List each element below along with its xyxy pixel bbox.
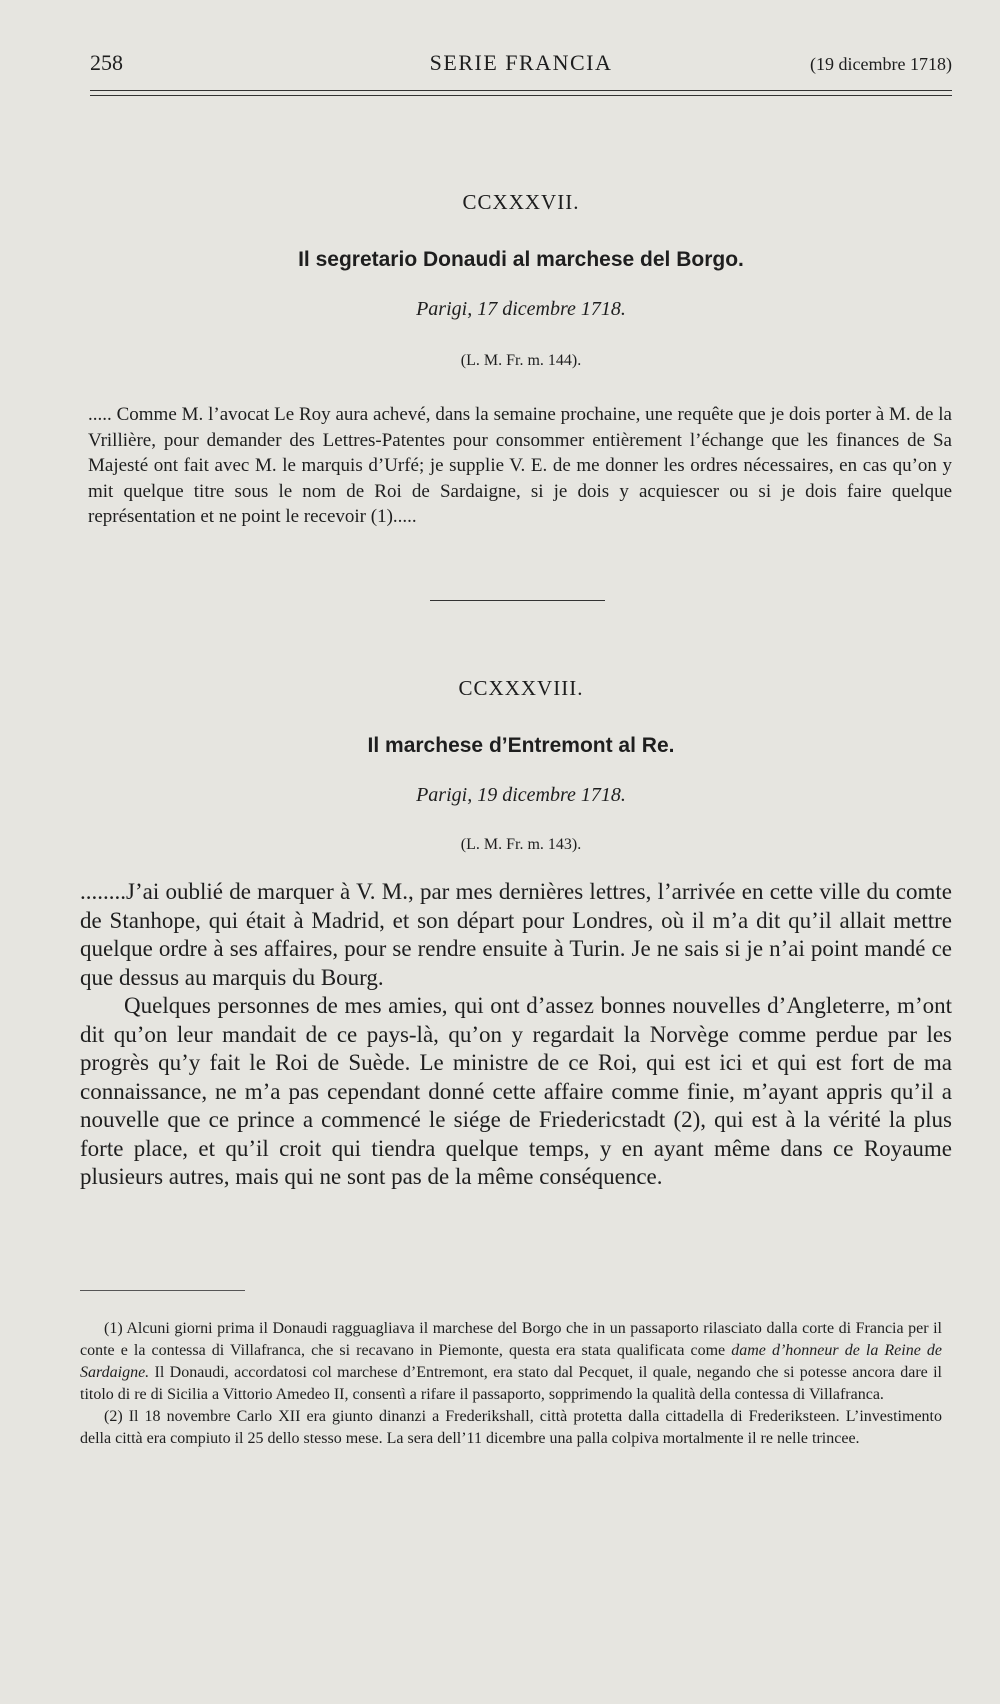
document-number: CCXXXVIII. (458, 676, 584, 700)
footnote-1: (1) Alcuni giorni prima il Donaudi ragguagliava il marchese del Borgo che in un passaporto rilasciato dalla corte di Francia per il conte e la contessa di Villafranca, che si recavano in Piemonte, questa era stata qualificata come dame d’honneur de la Reine de Sardaigne. Il Donaudi, accordatosi col marchese d’Entremont, era stato dal Pecquet, il quale, negando che si potesse ancora dare il titolo di re di Sicilia a Vittorio Amedeo II, consentì a rifare il passaporto, sopprimendo la qualità della contessa di Villafranca. (80, 1320, 942, 1403)
header-date: (19 dicembre 1718) (810, 54, 952, 74)
footnotes (80, 1318, 942, 1450)
document-place-date: Parigi, 17 dicembre 1718. (416, 298, 626, 320)
header-rule (90, 90, 952, 96)
footnote-2: (2) Il 18 novembre Carlo XII era giunto dinanzi a Frederikshall, città protetta dalla cittadella di Frederiksteen. L’investimento della città era compiuto il 25 dello stesso mese. La sera dell’11 dicembre una palla colpiva mortalmente il re nelle trincee. (80, 1408, 942, 1447)
running-head (90, 50, 952, 84)
paragraph: ........J’ai oublié de marquer à V. M., par mes dernières lettres, l’arrivée en cette ville du comte de Stanhope, qui était à Madrid, et son départ pour Londres, où il m’a dit qu’il allait mettre quelque ordre à ses affaires, pour se rendre ensuite à Turin. Je ne sais si je n’ai point mandé ce que dessus au marquis du Bourg. (80, 879, 952, 990)
document-source: (L. M. Fr. m. 144). (460, 352, 582, 369)
document-title: Il marchese d’Entremont al Re. (367, 734, 675, 757)
document-number: CCXXXVII. (462, 190, 580, 214)
section-divider (430, 600, 605, 601)
document-source: (L. M. Fr. m. 143). (460, 836, 582, 853)
document-place-date: Parigi, 19 dicembre 1718. (416, 784, 626, 806)
document-title: Il segretario Donaudi al marchese del Borgo. (298, 248, 744, 271)
footnote-rule (80, 1290, 245, 1291)
document-text (80, 878, 952, 1192)
series-title: SERIE FRANCIA (429, 50, 613, 75)
document-text: ..... Comme M. l’avocat Le Roy aura achevé, dans la semaine prochaine, une requête que je dois porter à M. de la Vrillière, pour demander des Lettres-Patentes pour consommer entièrement l’échange que les finances de Sa Majesté ont fait avec M. le marquis d’Urfé; je supplie V. E. de me donner les ordres nécessaires, en cas qu’on y mit quelque titre sous le nom de Roi de Sardaigne, si je dois y acquiescer ou si je dois faire quelque représentation et ne point le recevoir (1)..... (88, 404, 952, 527)
paragraph: Quelques personnes de mes amies, qui ont d’assez bonnes nouvelles d’Angleterre, m’ont dit qu’on leur mandait de ce pays-là, qu’on y regardait la Norvège comme perdue par les progrès qu’y fait le Roi de Suède. Le ministre de ce Roi, qui est ici et qui est fort de ma connaissance, ne m’a pas cependant donné cette affaire comme finie, m’ayant appris qu’il a nouvelle que ce prince a commencé le siége de Friedericstadt (2), qui est à la vérité la plus forte place, et qu’il croit qui tiendra quelque temps, y en ayant même dans ce Royaume plusieurs autres, mais qui ne sont pas de la même conséquence. (80, 993, 952, 1189)
page-number: 258 (90, 50, 123, 75)
